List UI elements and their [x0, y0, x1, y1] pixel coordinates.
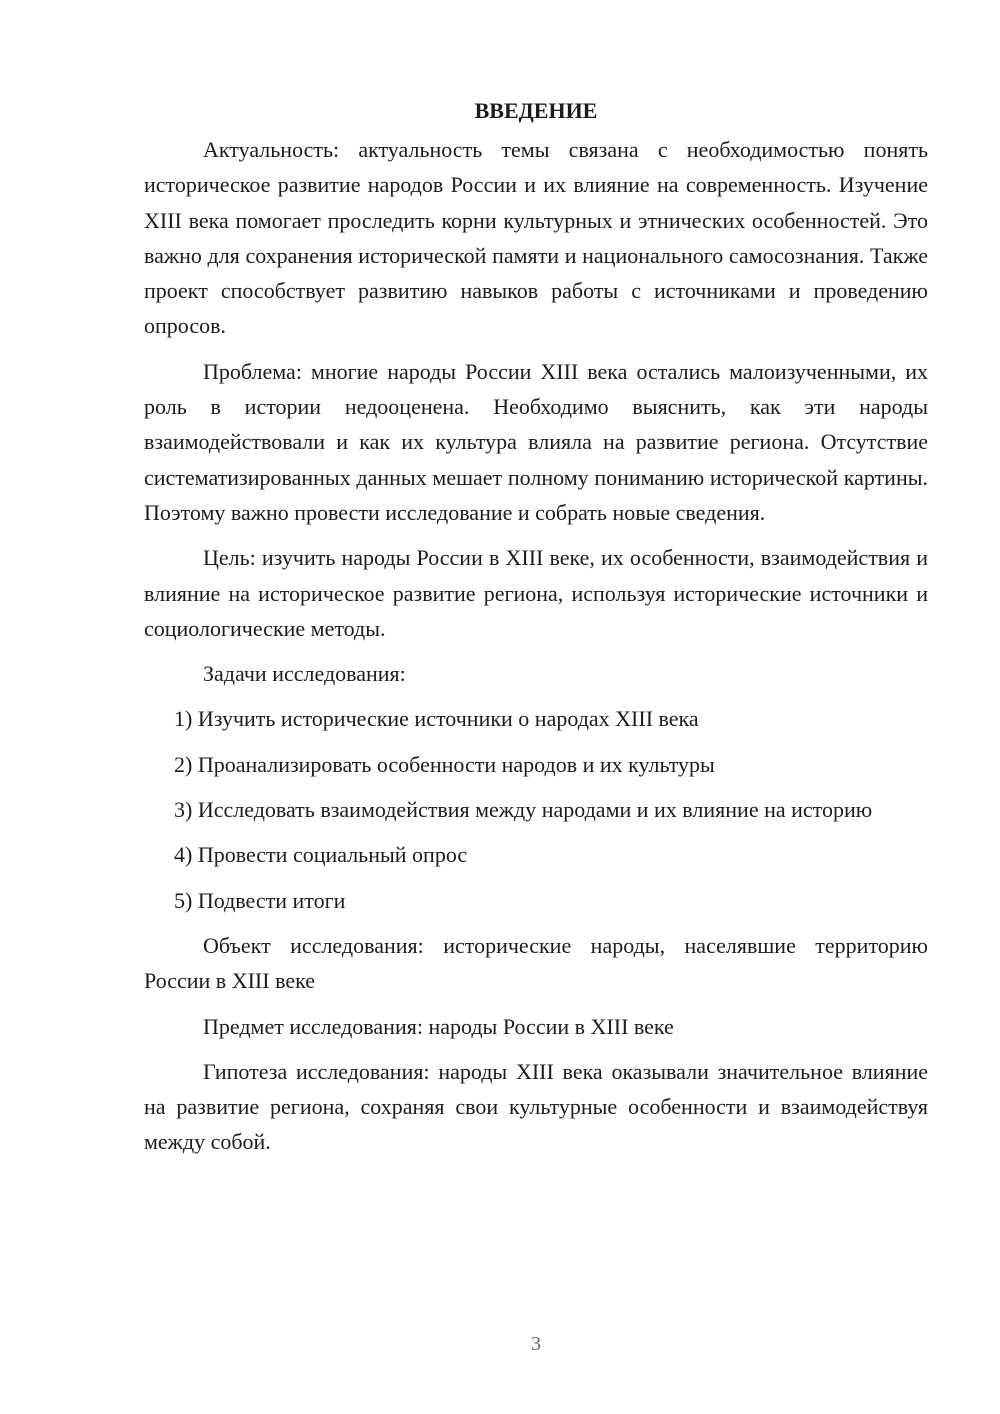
paragraph-hypothesis: Гипотеза исследования: народы XIII века оказывали значительное влияние на развитие региона, сохраняя свои культурные особенности и взаимодействуя между собой.: [144, 1058, 928, 1155]
task-item-3: 3) Исследовать взаимодействия между народами и их влияние на историю: [174, 797, 873, 823]
page-title: ВВЕДЕНИЕ: [474, 98, 598, 123]
paragraph-object: Объект исследования: исторические народы, населявшие территорию России в XIII веке: [144, 932, 928, 994]
paragraph-goal: Цель: изучить народы России в XIII веке, их особенности, взаимодействия и влияние на историческое развитие региона, используя исторические источники и социологические методы.: [144, 545, 928, 641]
page-number: 3: [531, 1333, 541, 1355]
task-item-2: 2) Проанализировать особенности народов и их культуры: [174, 751, 715, 777]
task-item-5: 5) Подвести итоги: [174, 887, 346, 913]
task-item-1: 1) Изучить исторические источники о народах XIII века: [174, 706, 699, 732]
paragraph-problem: Проблема: многие народы России XIII века остались малоизученными, их роль в истории недооценена. Необходимо выяснить, как эти народы взаимодействовали и как их культура влияла на развитие региона. Отсутствие систематизированных данных мешает полному пониманию исторической картины. Поэтому важно провести исследование и собрать новые сведения.: [144, 358, 928, 525]
tasks-heading: Задачи исследования:: [203, 661, 406, 687]
paragraph-relevance: Актуальность: актуальность темы связана с необходимостью понять историческое развитие народов России и их влияние на современность. Изучение XIII века помогает проследить корни культурных и этнических особенностей. Это важно для сохранения исторической памяти и национального самосознания. Также проект способствует развитию навыков работы с источниками и проведению опросов.: [144, 137, 928, 339]
task-item-4: 4) Провести социальный опрос: [174, 842, 468, 868]
document-page: [144, 96, 928, 1170]
paragraph-subject: Предмет исследования: народы России в XIII веке: [203, 1013, 674, 1039]
